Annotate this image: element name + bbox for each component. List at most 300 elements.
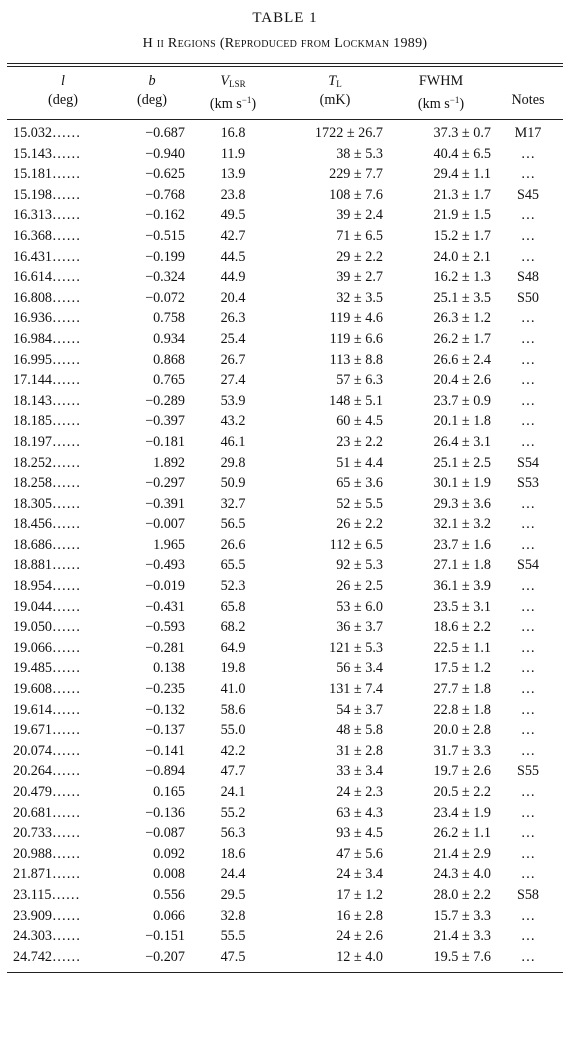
cell-b: −0.515 — [145, 227, 185, 244]
table-row — [7, 432, 563, 453]
cell-notes: … — [520, 310, 536, 327]
cell-tl: 148 ± 5.1 — [329, 392, 383, 409]
table-row — [7, 391, 563, 412]
cell-l: 15.143…… — [13, 145, 81, 162]
table-row — [7, 350, 563, 371]
cell-tl: 52 ± 5.5 — [336, 495, 383, 512]
cell-fwhm: 18.6 ± 2.2 — [433, 619, 491, 636]
table-row — [7, 267, 563, 288]
cell-tl: 108 ± 7.6 — [329, 186, 383, 203]
cell-tl: 39 ± 2.4 — [336, 207, 383, 224]
cell-notes: … — [520, 207, 536, 224]
cell-notes: … — [520, 784, 536, 800]
cell-b: −0.207 — [145, 948, 185, 965]
cell-b: 0.765 — [153, 372, 185, 389]
table-row — [7, 205, 563, 226]
cell-l: 24.742…… — [13, 948, 81, 965]
cell-fwhm: 23.5 ± 3.1 — [433, 598, 491, 615]
cell-l: 19.608…… — [13, 681, 81, 698]
cell-fwhm: 27.1 ± 1.8 — [433, 557, 491, 574]
cell-tl: 17 ± 1.2 — [336, 886, 383, 903]
cell-fwhm: 15.2 ± 1.7 — [433, 227, 491, 244]
table-header — [7, 67, 563, 120]
cell-b: −0.162 — [145, 207, 185, 224]
cell-vlsr: 29.8 — [220, 454, 246, 471]
cell-fwhm: 30.1 ± 1.9 — [433, 475, 491, 492]
cell-vlsr: 24.4 — [220, 866, 246, 883]
header-notes: Notes — [511, 92, 545, 108]
cell-tl: 113 ± 8.8 — [329, 351, 383, 368]
cell-l: 19.485…… — [13, 660, 81, 677]
cell-fwhm: 21.4 ± 3.3 — [433, 928, 491, 945]
cell-fwhm: 24.3 ± 4.0 — [433, 866, 491, 883]
table-body — [7, 120, 563, 967]
cell-vlsr: 26.7 — [220, 351, 246, 368]
cell-l: 15.032…… — [13, 125, 81, 141]
cell-notes: … — [520, 928, 536, 945]
cell-b: −0.087 — [145, 825, 185, 842]
cell-tl: 121 ± 5.3 — [329, 639, 383, 656]
table-row — [7, 411, 563, 432]
table-row — [7, 453, 563, 474]
cell-notes: … — [520, 907, 536, 924]
table-row — [7, 144, 563, 165]
cell-l: 16.313…… — [13, 207, 81, 224]
cell-b: −0.007 — [145, 516, 185, 533]
table-row — [7, 308, 563, 329]
cell-notes: … — [520, 578, 536, 595]
cell-tl: 119 ± 6.6 — [329, 330, 383, 347]
cell-l: 18.143…… — [13, 392, 81, 409]
cell-tl: 93 ± 4.5 — [336, 825, 383, 842]
cell-b: 0.092 — [153, 845, 185, 862]
cell-notes: … — [520, 866, 536, 883]
table-row — [7, 329, 563, 350]
cell-fwhm: 31.7 ± 3.3 — [433, 742, 491, 759]
cell-fwhm: 32.1 ± 3.2 — [433, 516, 491, 533]
cell-vlsr: 58.6 — [220, 701, 246, 718]
cell-l: 18.252…… — [13, 454, 81, 471]
table-row — [7, 658, 563, 679]
cell-fwhm: 36.1 ± 3.9 — [433, 578, 491, 595]
cell-notes: S58 — [516, 886, 540, 903]
cell-vlsr: 41.0 — [220, 681, 246, 698]
table-row — [7, 679, 563, 700]
cell-vlsr: 47.7 — [220, 763, 246, 780]
cell-fwhm: 21.3 ± 1.7 — [433, 186, 491, 203]
cell-b: −0.019 — [145, 578, 185, 595]
header-fwhm: FWHM — [418, 73, 464, 89]
cell-l: 15.181…… — [13, 166, 81, 183]
cell-vlsr: 55.0 — [220, 722, 246, 739]
table-row — [7, 164, 563, 185]
cell-notes: … — [520, 166, 536, 183]
cell-tl: 48 ± 5.8 — [336, 722, 383, 739]
cell-b: 0.138 — [153, 660, 185, 677]
cell-l: 20.681…… — [13, 804, 81, 821]
table-row — [7, 864, 563, 885]
cell-l: 16.984…… — [13, 330, 81, 347]
header-b-unit: (deg) — [137, 92, 167, 108]
table-row — [7, 700, 563, 721]
cell-b: −0.687 — [145, 125, 185, 141]
cell-tl: 12 ± 4.0 — [336, 948, 383, 965]
cell-l: 18.197…… — [13, 433, 81, 450]
header-fwhm-unit: (km $s^{-1}$) — [417, 95, 465, 112]
table-row — [7, 823, 563, 844]
cell-l: 23.909…… — [13, 907, 81, 924]
cell-notes: … — [520, 804, 536, 821]
cell-vlsr: 56.5 — [220, 516, 246, 533]
cell-tl: 60 ± 4.5 — [336, 413, 383, 430]
header-l: l — [61, 73, 65, 89]
cell-vlsr: 26.6 — [220, 536, 246, 553]
cell-b: −0.297 — [145, 475, 185, 492]
cell-b: −0.072 — [145, 289, 185, 306]
cell-b: 0.934 — [153, 330, 185, 347]
cell-l: 16.368…… — [13, 227, 81, 244]
cell-notes: M17 — [514, 125, 542, 141]
table-row — [7, 473, 563, 494]
cell-notes: … — [520, 619, 536, 636]
cell-vlsr: 32.8 — [220, 907, 246, 924]
cell-fwhm: 29.3 ± 3.6 — [433, 495, 491, 512]
cell-l: 16.431…… — [13, 248, 81, 265]
table-row — [7, 514, 563, 535]
cell-vlsr: 65.8 — [220, 598, 246, 615]
cell-notes: … — [520, 722, 536, 739]
cell-l: 18.954…… — [13, 578, 81, 595]
cell-tl: 39 ± 2.7 — [336, 269, 383, 286]
cell-l: 15.198…… — [13, 186, 81, 203]
cell-fwhm: 15.7 ± 3.3 — [433, 907, 491, 924]
cell-vlsr: 25.4 — [220, 330, 246, 347]
cell-l: 16.808…… — [13, 289, 81, 306]
cell-notes: S53 — [516, 475, 540, 492]
table-row — [7, 617, 563, 638]
cell-l: 17.144…… — [13, 372, 81, 389]
cell-b: 0.758 — [153, 310, 185, 327]
cell-notes: … — [520, 145, 536, 162]
table-row — [7, 638, 563, 659]
cell-tl: 36 ± 3.7 — [336, 619, 383, 636]
cell-notes: … — [520, 413, 536, 430]
cell-tl: 131 ± 7.4 — [329, 681, 383, 698]
cell-fwhm: 26.2 ± 1.1 — [433, 825, 491, 842]
table-row — [7, 535, 563, 556]
cell-vlsr: 47.5 — [220, 948, 246, 965]
cell-l: 19.066…… — [13, 639, 81, 656]
cell-b: −0.768 — [145, 186, 185, 203]
cell-fwhm: 21.9 ± 1.5 — [433, 207, 491, 224]
cell-vlsr: 23.8 — [220, 186, 246, 203]
cell-fwhm: 19.7 ± 2.6 — [433, 763, 491, 780]
cell-tl: 38 ± 5.3 — [336, 145, 383, 162]
cell-l: 24.303…… — [13, 928, 81, 945]
top-rule — [7, 63, 563, 64]
table-row — [7, 370, 563, 391]
cell-fwhm: 27.7 ± 1.8 — [433, 681, 491, 698]
table-row — [7, 761, 563, 782]
cell-fwhm: 23.4 ± 1.9 — [433, 804, 491, 821]
cell-vlsr: 64.9 — [220, 639, 246, 656]
cell-l: 20.479…… — [13, 784, 81, 800]
table-row — [7, 844, 563, 865]
cell-vlsr: 43.2 — [220, 413, 246, 430]
cell-vlsr: 44.9 — [220, 269, 246, 286]
cell-fwhm: 20.4 ± 2.6 — [433, 372, 491, 389]
cell-notes: … — [520, 660, 536, 677]
cell-b: 1.965 — [153, 536, 185, 553]
cell-vlsr: 42.2 — [220, 742, 246, 759]
cell-vlsr: 20.4 — [220, 289, 246, 306]
cell-notes: … — [520, 392, 536, 409]
cell-fwhm: 21.4 ± 2.9 — [433, 845, 491, 862]
cell-fwhm: 17.5 ± 1.2 — [433, 660, 491, 677]
table-row — [7, 120, 563, 144]
table-row — [7, 741, 563, 762]
cell-l: 20.988…… — [13, 845, 81, 862]
cell-fwhm: 28.0 ± 2.2 — [433, 886, 491, 903]
cell-b: −0.137 — [145, 722, 185, 739]
cell-tl: 71 ± 6.5 — [336, 227, 383, 244]
cell-notes: S54 — [516, 557, 540, 574]
cell-b: −0.235 — [145, 681, 185, 698]
cell-notes: … — [520, 227, 536, 244]
cell-vlsr: 18.6 — [220, 845, 246, 862]
cell-b: −0.397 — [145, 413, 185, 430]
cell-notes: … — [520, 948, 536, 965]
cell-vlsr: 50.9 — [220, 475, 246, 492]
table-row — [7, 576, 563, 597]
cell-b: −0.625 — [145, 166, 185, 183]
cell-fwhm: 22.5 ± 1.1 — [433, 639, 491, 656]
hii-regions-table — [7, 67, 563, 967]
cell-l: 18.305…… — [13, 495, 81, 512]
cell-tl: 24 ± 2.6 — [336, 928, 383, 945]
cell-notes: … — [520, 248, 536, 265]
cell-vlsr: 56.3 — [220, 825, 246, 842]
cell-vlsr: 65.5 — [220, 557, 246, 574]
table-row — [7, 247, 563, 268]
cell-vlsr: 68.2 — [220, 619, 246, 636]
cell-fwhm: 26.6 ± 2.4 — [433, 351, 491, 368]
cell-vlsr: 26.3 — [220, 310, 246, 327]
cell-l: 16.995…… — [13, 351, 81, 368]
cell-b: 0.165 — [153, 784, 185, 800]
cell-tl: 31 ± 2.8 — [336, 742, 383, 759]
cell-notes: … — [520, 433, 536, 450]
cell-b: −0.151 — [145, 928, 185, 945]
cell-tl: 16 ± 2.8 — [336, 907, 383, 924]
header-notes-blank — [493, 67, 563, 92]
table-title: TABLE 1 — [252, 10, 318, 26]
cell-b: −0.391 — [145, 495, 185, 512]
cell-notes: S45 — [516, 186, 540, 203]
cell-b: −0.894 — [145, 763, 185, 780]
cell-tl: 57 ± 6.3 — [336, 372, 383, 389]
cell-fwhm: 23.7 ± 1.6 — [433, 536, 491, 553]
cell-vlsr: 11.9 — [220, 145, 246, 162]
cell-vlsr: 27.4 — [220, 372, 246, 389]
cell-l: 16.936…… — [13, 310, 81, 327]
cell-notes: … — [520, 825, 536, 842]
cell-notes: … — [520, 495, 536, 512]
cell-tl: 51 ± 4.4 — [336, 454, 383, 471]
table-subtitle: H ii Regions (Reproduced from Lockman 1989) — [142, 36, 428, 51]
cell-fwhm: 40.4 ± 6.5 — [433, 145, 491, 162]
cell-l: 21.871…… — [13, 866, 81, 883]
cell-l: 19.050…… — [13, 619, 81, 636]
cell-vlsr: 13.9 — [220, 166, 246, 183]
cell-fwhm: 29.4 ± 1.1 — [433, 166, 491, 183]
cell-notes: … — [520, 372, 536, 389]
cell-l: 19.044…… — [13, 598, 81, 615]
cell-tl: 229 ± 7.7 — [329, 166, 383, 183]
cell-fwhm: 22.8 ± 1.8 — [433, 701, 491, 718]
cell-l: 19.614…… — [13, 701, 81, 718]
cell-notes: … — [520, 681, 536, 698]
cell-notes: … — [520, 598, 536, 615]
cell-tl: 53 ± 6.0 — [336, 598, 383, 615]
cell-notes: … — [520, 536, 536, 553]
cell-notes: … — [520, 639, 536, 656]
cell-tl: 47 ± 5.6 — [336, 845, 383, 862]
cell-b: −0.593 — [145, 619, 185, 636]
cell-tl: 112 ± 6.5 — [329, 536, 383, 553]
table-row — [7, 288, 563, 309]
cell-vlsr: 19.8 — [220, 660, 246, 677]
header-vlsr: $V_{LSR}$ — [220, 73, 246, 89]
table-row — [7, 782, 563, 803]
cell-b: 0.868 — [153, 351, 185, 368]
cell-tl: 24 ± 3.4 — [336, 866, 383, 883]
cell-b: −0.431 — [145, 598, 185, 615]
cell-vlsr: 16.8 — [220, 125, 246, 141]
cell-l: 23.115…… — [13, 886, 80, 903]
header-vlsr-unit: (km $s^{-1}$) — [209, 95, 257, 112]
cell-b: −0.324 — [145, 269, 185, 286]
cell-b: 0.556 — [153, 886, 185, 903]
cell-tl: 29 ± 2.2 — [336, 248, 383, 265]
cell-tl: 26 ± 2.5 — [336, 578, 383, 595]
cell-b: −0.289 — [145, 392, 185, 409]
cell-l: 18.258…… — [13, 475, 81, 492]
cell-notes: S55 — [516, 763, 540, 780]
cell-tl: 26 ± 2.2 — [336, 516, 383, 533]
table-row — [7, 947, 563, 968]
cell-b: −0.181 — [145, 433, 185, 450]
cell-vlsr: 46.1 — [220, 433, 246, 450]
cell-fwhm: 25.1 ± 2.5 — [433, 454, 491, 471]
cell-l: 20.733…… — [13, 825, 81, 842]
cell-fwhm: 19.5 ± 7.6 — [433, 948, 491, 965]
bottom-rule — [7, 972, 563, 973]
header-tl: $T_L$ — [328, 73, 342, 89]
cell-notes: … — [520, 330, 536, 347]
cell-vlsr: 24.1 — [220, 784, 246, 800]
cell-vlsr: 32.7 — [220, 495, 246, 512]
header-tl-unit: (mK) — [319, 92, 351, 108]
cell-b: −0.493 — [145, 557, 185, 574]
cell-fwhm: 23.7 ± 0.9 — [433, 392, 491, 409]
cell-tl: 23 ± 2.2 — [336, 433, 383, 450]
cell-notes: … — [520, 701, 536, 718]
table-row — [7, 597, 563, 618]
cell-b: −0.940 — [145, 145, 185, 162]
cell-tl: 32 ± 3.5 — [336, 289, 383, 306]
cell-tl: 92 ± 5.3 — [336, 557, 383, 574]
cell-fwhm: 20.5 ± 2.2 — [433, 784, 491, 800]
cell-vlsr: 49.5 — [220, 207, 246, 224]
cell-notes: … — [520, 845, 536, 862]
cell-b: −0.141 — [145, 742, 185, 759]
table-row — [7, 720, 563, 741]
table-row — [7, 926, 563, 947]
cell-notes: S54 — [516, 454, 540, 471]
cell-notes: S48 — [516, 269, 540, 286]
cell-b: 0.066 — [153, 907, 185, 924]
cell-b: −0.136 — [145, 804, 185, 821]
cell-l: 18.881…… — [13, 557, 81, 574]
cell-fwhm: 37.3 ± 0.7 — [433, 125, 491, 141]
header-b: b — [148, 73, 156, 89]
cell-tl: 24 ± 2.3 — [336, 784, 383, 800]
table-row — [7, 885, 563, 906]
cell-vlsr: 55.5 — [220, 928, 246, 945]
cell-fwhm: 24.0 ± 2.1 — [433, 248, 491, 265]
cell-fwhm: 16.2 ± 1.3 — [433, 269, 491, 286]
cell-tl: 56 ± 3.4 — [336, 660, 383, 677]
cell-vlsr: 55.2 — [220, 804, 246, 821]
table-row — [7, 906, 563, 927]
cell-b: 1.892 — [153, 454, 185, 471]
table-row — [7, 803, 563, 824]
cell-notes: S50 — [516, 289, 540, 306]
cell-l: 16.614…… — [13, 269, 81, 286]
cell-fwhm: 20.1 ± 1.8 — [433, 413, 491, 430]
cell-notes: … — [520, 351, 536, 368]
cell-tl: 54 ± 3.7 — [336, 701, 383, 718]
cell-l: 18.686…… — [13, 536, 81, 553]
cell-fwhm: 25.1 ± 3.5 — [433, 289, 491, 306]
cell-tl: 119 ± 4.6 — [329, 310, 383, 327]
cell-b: −0.199 — [145, 248, 185, 265]
cell-tl: 63 ± 4.3 — [336, 804, 383, 821]
cell-l: 20.264…… — [13, 763, 81, 780]
cell-l: 18.185…… — [13, 413, 81, 430]
cell-l: 19.671…… — [13, 722, 81, 739]
cell-tl: 65 ± 3.6 — [336, 475, 383, 492]
cell-fwhm: 26.4 ± 3.1 — [433, 433, 491, 450]
table-row — [7, 555, 563, 576]
cell-vlsr: 53.9 — [220, 392, 246, 409]
cell-tl: 1722 ± 26.7 — [314, 125, 383, 141]
cell-b: −0.281 — [145, 639, 185, 656]
cell-fwhm: 20.0 ± 2.8 — [433, 722, 491, 739]
cell-vlsr: 42.7 — [220, 227, 246, 244]
cell-vlsr: 29.5 — [220, 886, 246, 903]
cell-notes: … — [520, 742, 536, 759]
cell-l: 20.074…… — [13, 742, 81, 759]
cell-vlsr: 44.5 — [220, 248, 246, 265]
cell-vlsr: 52.3 — [220, 578, 246, 595]
cell-notes: … — [520, 516, 536, 533]
cell-l: 18.456…… — [13, 516, 81, 533]
table-row — [7, 494, 563, 515]
cell-tl: 33 ± 3.4 — [336, 763, 383, 780]
cell-b: 0.008 — [153, 866, 185, 883]
